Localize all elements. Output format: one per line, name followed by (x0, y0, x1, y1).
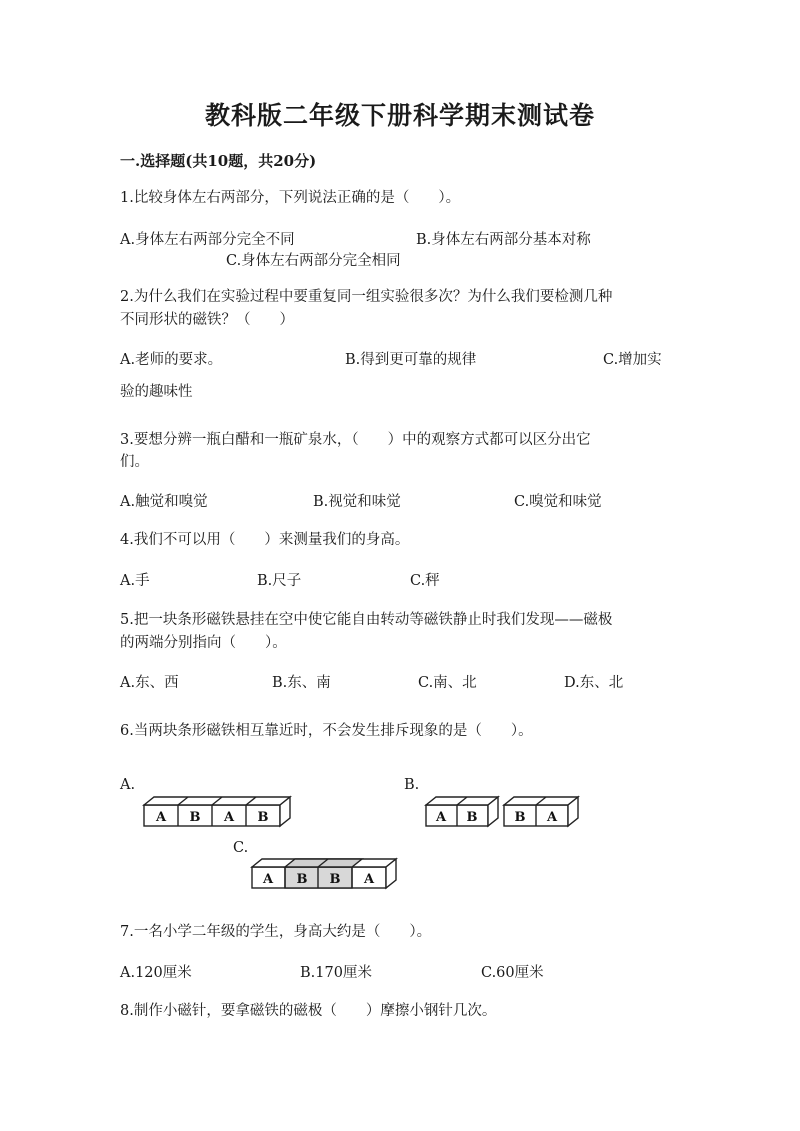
question-7-option-a[interactable]: A.120厘米 (120, 965, 192, 981)
question-3-stem-line1: 3.要想分辨一瓶白醋和一瓶矿泉水，（ ）中的观察方式都可以区分出它 (120, 432, 591, 448)
question-4-option-c[interactable]: C.秤 (410, 573, 440, 589)
question-4-option-b[interactable]: B.尺子 (257, 573, 302, 589)
section-heading: 一.选择题(共10题，共20分) (120, 152, 317, 170)
magnet-pole-label: B (329, 872, 341, 887)
question-1-option-b[interactable]: B.身体左右两部分基本对称 (416, 232, 591, 248)
question-5-stem-line2: 的两端分别指向（ ）。 (120, 635, 287, 651)
question-3-option-c[interactable]: C.嗅觉和味觉 (514, 494, 602, 510)
magnet-pole-label: B (466, 810, 478, 825)
question-5-option-d[interactable]: D.东、北 (564, 675, 624, 691)
magnet-pole-label: A (262, 872, 274, 887)
magnet-figure-b-right[interactable] (502, 795, 580, 829)
question-1-option-c[interactable]: C.身体左右两部分完全相同 (226, 253, 401, 269)
magnet-pole-label: B (514, 810, 526, 825)
question-2-stem-line2: 不同形状的磁铁？（ ） (120, 312, 294, 328)
magnet-figure-c[interactable] (250, 857, 398, 891)
question-6-label-a[interactable]: A. (120, 777, 136, 793)
magnet-pole-label: A (363, 872, 375, 887)
question-3-option-a[interactable]: A.触觉和嗅觉 (120, 494, 208, 510)
question-2-option-c[interactable]: C.增加实 (603, 352, 662, 368)
question-6-label-b[interactable]: B. (404, 777, 420, 793)
question-6-label-c[interactable]: C. (233, 840, 249, 856)
magnet-pole-label: B (257, 810, 269, 825)
question-1-stem: 1.比较身体左右两部分，下列说法正确的是（ ）。 (120, 190, 461, 206)
magnet-pole-label: B (189, 810, 201, 825)
question-7-stem: 7.一名小学二年级的学生，身高大约是（ ）。 (120, 924, 432, 940)
magnet-figure-b-left[interactable] (424, 795, 500, 829)
question-3-stem-line2: 们。 (120, 454, 149, 470)
question-2-option-c-continued: 验的趣味性 (120, 384, 193, 400)
magnet-pole-label: A (155, 810, 167, 825)
magnet-figure-a[interactable] (142, 795, 292, 829)
question-7-option-b[interactable]: B.170厘米 (300, 965, 372, 981)
question-2-option-b[interactable]: B.得到更可靠的规律 (345, 352, 477, 368)
question-7-option-c[interactable]: C.60厘米 (481, 965, 544, 981)
question-2-option-a[interactable]: A.老师的要求。 (120, 352, 223, 368)
magnet-pole-label: A (435, 810, 447, 825)
question-8-stem: 8.制作小磁针，要拿磁铁的磁极（ ）摩擦小钢针几次。 (120, 1003, 497, 1019)
question-5-option-c[interactable]: C.南、北 (418, 675, 477, 691)
question-6-stem: 6.当两块条形磁铁相互靠近时，不会发生排斥现象的是（ ）。 (120, 723, 533, 739)
question-1-option-a[interactable]: A.身体左右两部分完全不同 (120, 232, 295, 248)
magnet-pole-label: A (546, 810, 558, 825)
question-5-stem-line1: 5.把一块条形磁铁悬挂在空中使它能自由转动等磁铁静止时我们发现——磁极 (120, 612, 613, 628)
question-4-option-a[interactable]: A.手 (120, 573, 150, 589)
magnet-pole-label: B (296, 872, 308, 887)
magnet-pole-label: A (223, 810, 235, 825)
question-3-option-b[interactable]: B.视觉和味觉 (313, 494, 401, 510)
question-5-option-b[interactable]: B.东、南 (272, 675, 331, 691)
question-4-stem: 4.我们不可以用（ ）来测量我们的身高。 (120, 532, 410, 548)
question-2-stem-line1: 2.为什么我们在实验过程中要重复同一组实验很多次？为什么我们要检测几种 (120, 289, 613, 305)
question-5-option-a[interactable]: A.东、西 (120, 675, 179, 691)
page-title: 教科版二年级下册科学期末测试卷 (204, 101, 595, 130)
